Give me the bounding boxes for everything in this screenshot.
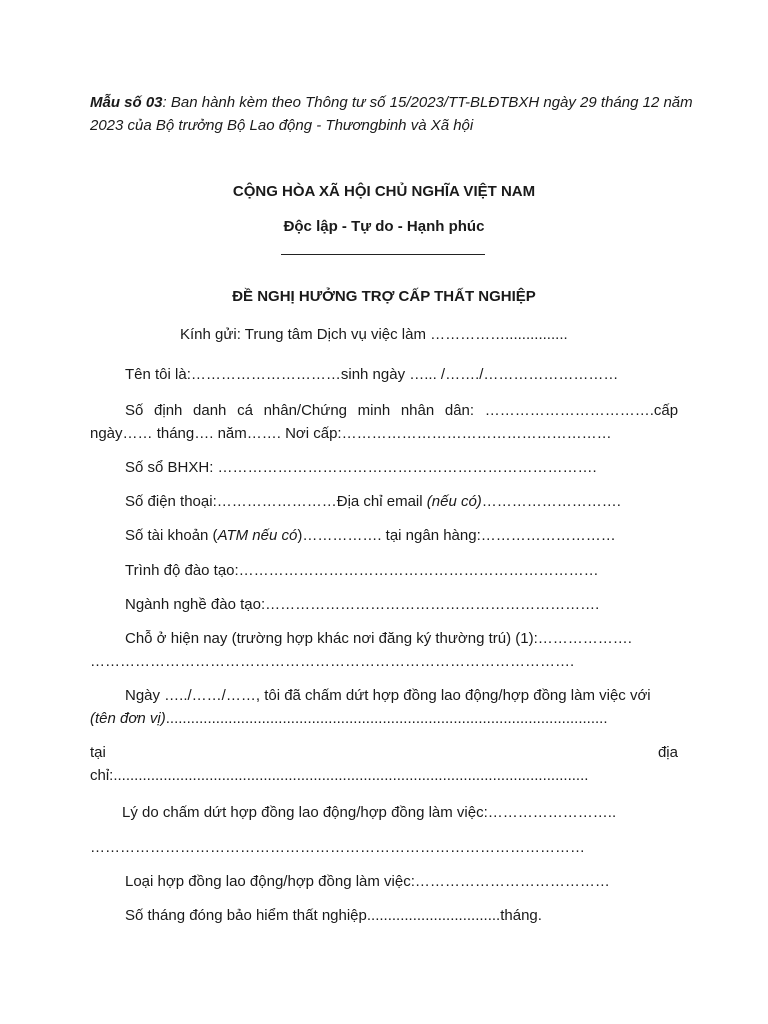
id-word: dân: — [444, 402, 475, 419]
education-level-field: Trình độ đào tạo:……………………………………………………………… — [125, 562, 599, 579]
termination-reason-line2: ……………………………………………………………………………………… — [90, 839, 585, 856]
id-word: nhân — [400, 402, 435, 419]
social-insurance-book-field: Số sổ BHXH: …………………………………………………………………. — [125, 459, 597, 476]
residence-field-line1: Chỗ ở hiện nay (trường hợp khác nơi đăng ký thường trú) (1):………………. — [125, 630, 632, 647]
training-major-field: Ngành nghề đào tạo:…………………………………………………………. — [125, 596, 600, 613]
national-title: CỘNG HÒA XÃ HỘI CHỦ NGHĨA VIỆT NAM — [232, 183, 536, 200]
address-line1: tại địa — [90, 744, 678, 761]
contract-type-field: Loại hợp đồng lao động/hợp đồng làm việc:………………………………… — [125, 873, 610, 890]
motto-underline — [281, 254, 485, 255]
termination-employer-line2: (tên đơn vị).......................................................................................................... — [90, 710, 608, 727]
phone-email-field: Số điện thoại:……………………Địa chỉ email (nếu có)………………………. — [125, 493, 621, 510]
id-word: danh — [193, 402, 227, 419]
id-issue-line: ngày…… tháng…. năm……. Nơi cấp:……………………………………………… — [90, 425, 612, 442]
termination-date-line1: Ngày …../……/……, tôi đã chấm dứt hợp đồng lao động/hợp đồng làm việc với — [125, 687, 651, 704]
id-word: Số — [125, 402, 144, 419]
id-word: định — [154, 402, 183, 419]
residence-field-line2: ……………………………………………………………………………………. — [90, 653, 575, 670]
addressee-line: Kính gửi: Trung tâm Dịch vụ việc làm ……………............... — [180, 326, 568, 343]
address-line2: chỉ:.................................................................................................................. — [90, 767, 589, 784]
name-birthdate-field: Tên tôi là:…………………………sinh ngày …... /……./……………………… — [125, 366, 619, 383]
id-word: cá — [237, 402, 253, 419]
header-note-line1 — [90, 93, 693, 113]
header-note-text: : Ban hành kèm theo Thông tư số 15/2023/TT-BLĐTBXH ngày 29 tháng 12 năm — [162, 94, 693, 111]
id-number-line1 — [125, 401, 678, 421]
form-number-label: Mẫu số 03 — [90, 94, 163, 111]
bank-account-field: Số tài khoản (ATM nếu có)……………. tại ngân hàng:……………………… — [125, 527, 616, 544]
insurance-months-field: Số tháng đóng bảo hiểm thất nghiệp................................tháng. — [125, 907, 542, 924]
document-title: ĐỀ NGHỊ HƯỞNG TRỢ CẤP THẤT NGHIỆP — [232, 288, 536, 305]
national-motto: Độc lập - Tự do - Hạnh phúc — [283, 218, 485, 235]
id-word: minh — [357, 402, 391, 419]
header-note-line2: 2023 của Bộ trưởng Bộ Lao động - Thươngbinh và Xã hội — [90, 117, 474, 134]
id-word: nhân/Chứng — [263, 402, 347, 419]
termination-reason-field: Lý do chấm dứt hợp đồng lao động/hợp đồng làm việc:…………………….. — [122, 804, 617, 821]
id-word: …………………………….cấp — [484, 402, 679, 419]
